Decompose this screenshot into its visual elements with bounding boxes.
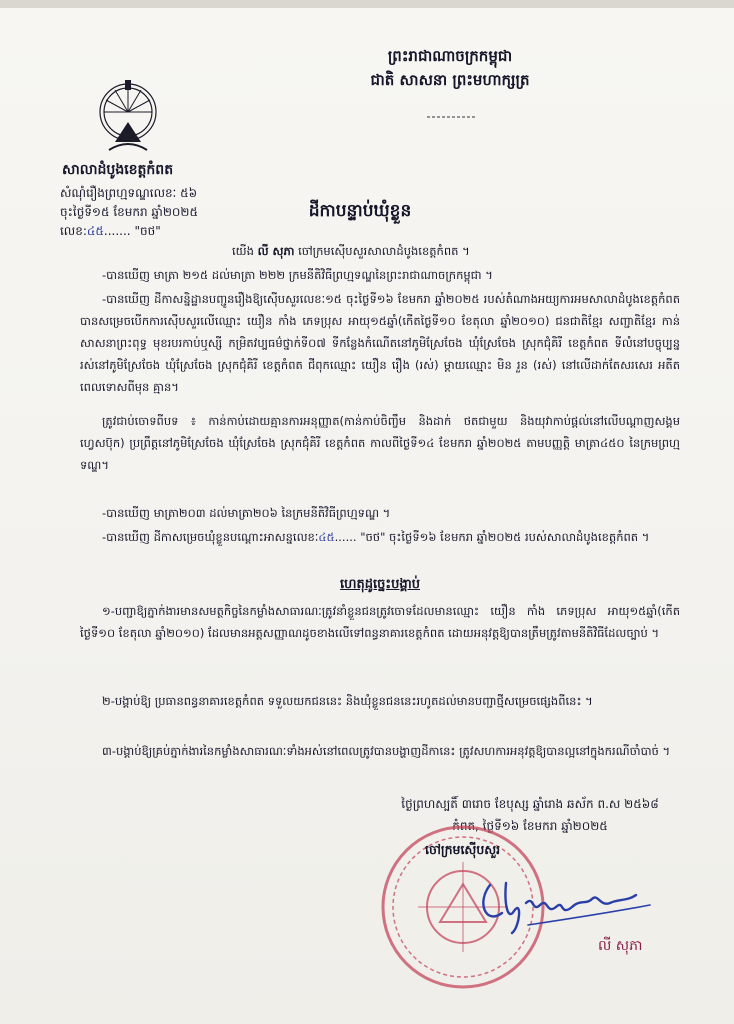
section-heading: ហេតុដូច្នេះបង្គាប់ xyxy=(340,577,420,592)
detention-dots: ...... xyxy=(334,530,357,544)
document-number xyxy=(60,222,161,240)
paragraph-charge: ត្រូវជាប់ចោទពីបទ ៖ កាន់កាប់ដោយគ្មានការអនុញ្ញាត(កាន់កាប់ចិញ្ចឹម និងដាក់ ថតជាមួយ និងយុវាកាប់ផ្តល់នៅលើបណ្តាញសង្គមហ្វេសប៊ុក) ប្រព្រឹត្តនៅភូមិស្រែចែង ឃុំស្រែចែង ស្រុកជុំគិរី ខេត្តកំពត កាលពីថ្ងៃទី១៤ ខែមករា ឆ្នាំ២០២៥ តាមបញ្ញត្តិ មាត្រា៤៥០ នៃក្រមព្រហ្មទណ្ឌ។ xyxy=(80,414,680,472)
doc-no-dots: ....... xyxy=(103,224,131,238)
document-title: ដីកាបន្ទាប់ឃុំខ្លួន xyxy=(308,201,412,221)
court-name: សាលាដំបូងខេត្តកំពត xyxy=(62,162,174,178)
doc-no-suffix: "ចថ" xyxy=(134,224,161,238)
order-item: ៣-បង្គាប់ឱ្យគ្រប់ភ្នាក់ងារនៃកម្លាំងសាធារណៈទាំងអស់នៅពេលត្រូវបានបង្ហាញដីកានេះ ត្រូវសហការអនុវត្តឱ្យបានល្អនៅក្នុងករណីចាំបាច់ ។ xyxy=(102,744,671,758)
signer-name: លី សុភា xyxy=(598,938,643,954)
scan-top-edge xyxy=(0,0,734,8)
case-number: សំណុំរឿងព្រហ្មទណ្ឌលេខៈ ៥៦ xyxy=(60,186,198,200)
paragraph-articles: -បានឃើញ មាត្រា ២១៥ ដល់មាត្រា ២២២ ក្រមនីតិវិធីព្រហ្មទណ្ឌនៃព្រះរាជាណាចក្រកម្ពុជា ។ xyxy=(102,268,493,282)
paragraph-detention-order xyxy=(80,526,680,548)
ornament-divider-icon xyxy=(425,112,477,122)
case-date: ចុះថ្ងៃទី១៥ ខែមករា ឆ្នាំ២០២៥ xyxy=(60,205,198,219)
signature-icon xyxy=(468,855,658,935)
preamble-we: យើង xyxy=(232,244,254,258)
solar-date: កំពត, ថ្ងៃទី១៦ ខែមករា ឆ្នាំ២០២៥ xyxy=(452,819,608,833)
court-emblem-icon xyxy=(95,72,161,156)
kingdom-motto xyxy=(300,44,600,92)
detention-suffix: "ចថ" ចុះថ្ងៃទី១៦ ខែមករា ឆ្នាំ២០២៥ របស់សាលាដំបូងខេត្តកំពត ។ xyxy=(360,530,650,544)
detention-prefix: -បានឃើញ ដីកាសម្រេចឃុំខ្លួនបណ្តោះអាសន្នលេខៈ xyxy=(102,530,319,544)
order-item: ១-បញ្ជាឱ្យភ្នាក់ងារមានសមត្ថកិច្ចនៃកម្លាំងសាធារណៈត្រូវនាំខ្លួនជនត្រូវចោទដែលមានឈ្មោះ យឿន កាំង ភេទប្រុស អាយុ១៥ឆ្នាំ(កើតថ្ងៃទី១០ ខែតុលា ឆ្នាំ២០១០) ដែលមានអត្តសញ្ញាណដូចខាងលើទៅពន្ធនាគារខេត្តកំពត ដោយអនុវត្តឱ្យបានត្រឹមត្រូវតាមនីតិវិធីដែលច្បាប់ ។ xyxy=(80,604,680,640)
detention-number: ៤៥ xyxy=(318,530,335,544)
doc-no-label: លេខ: xyxy=(60,224,87,238)
lunar-date: ថ្ងៃព្រហស្បតិ៍ ៣រោច ខែបុស្ស ឆ្នាំរោង ឆស័ក ព.ស ២៥៦៨ xyxy=(401,797,659,811)
signer-title: ចៅក្រមស៊ើបសួរ xyxy=(425,842,501,857)
doc-no-value: ៤៥ xyxy=(86,224,104,238)
preamble xyxy=(232,240,672,262)
order-item: ២-បង្គាប់ឱ្យ ប្រធានពន្ធនាគារខេត្តកំពត ទទួលយកជននេះ និងឃុំខ្លួនជននេះរហូតដល់មានបញ្ជាថ្មីសម្រេចផ្សេងពីនេះ ។ xyxy=(102,694,593,708)
paragraph-articles-203: -បានឃើញ មាត្រា២០៣ ដល់មាត្រា២០៦ នៃក្រមនីតិវិធីព្រហ្មទណ្ឌ ។ xyxy=(102,506,391,520)
nation-religion-king-line: ជាតិ សាសនា ព្រះមហាក្សត្រ xyxy=(370,71,530,89)
judge-role: ចៅក្រមស៊ើបសួរសាលាដំបូងខេត្តកំពត ។ xyxy=(298,244,470,258)
kingdom-line: ព្រះរាជាណាចក្រកម្ពុជា xyxy=(387,47,513,65)
judge-name: លី សុភា xyxy=(257,244,295,258)
paragraph-prosecutor-order: -បានឃើញ ដីកាសន្និដ្ឋានបញ្ជូនរឿងឱ្យស៊ើបសួរលេខៈ១៥ ចុះថ្ងៃទី១៦ ខែមករា ឆ្នាំ២០២៥ របស់តំណាងអយ្យការអមសាលាដំបូងខេត្តកំពត បានសម្រេចបើកការស៊ើបសួរលើឈ្មោះ យឿន កាំង ភេទប្រុស អាយុ១៥ឆ្នាំ(កើតថ្ងៃទី១០ ខែតុលា ឆ្នាំ២០១០) ជនជាតិខ្មែរ សញ្ជាតិខ្មែរ កាន់សាសនាព្រះពុទ្ធ មុខរបរកាប់ឬស្សី កម្រិតវប្បធម៌ថ្នាក់ទី០៧ ទីកន្លែងកំណើតនៅភូមិស្រែចែង ឃុំស្រែចែង ស្រុកជុំគិរី ខេត្តកំពត ទីលំនៅបច្ចុប្បន្នរស់នៅភូមិស្រែចែង ឃុំស្រែចែង ស្រុកជុំគិរី ខេត្តកំពត ជីពុកឈ្មោះ យឿន រឿង (រស់) ម្តាយឈ្មោះ មិន រួន (រស់) នៅលើដាក់តែសរសេរ អតីតពេលទោសពីមុន គ្មាន។ xyxy=(80,292,680,394)
